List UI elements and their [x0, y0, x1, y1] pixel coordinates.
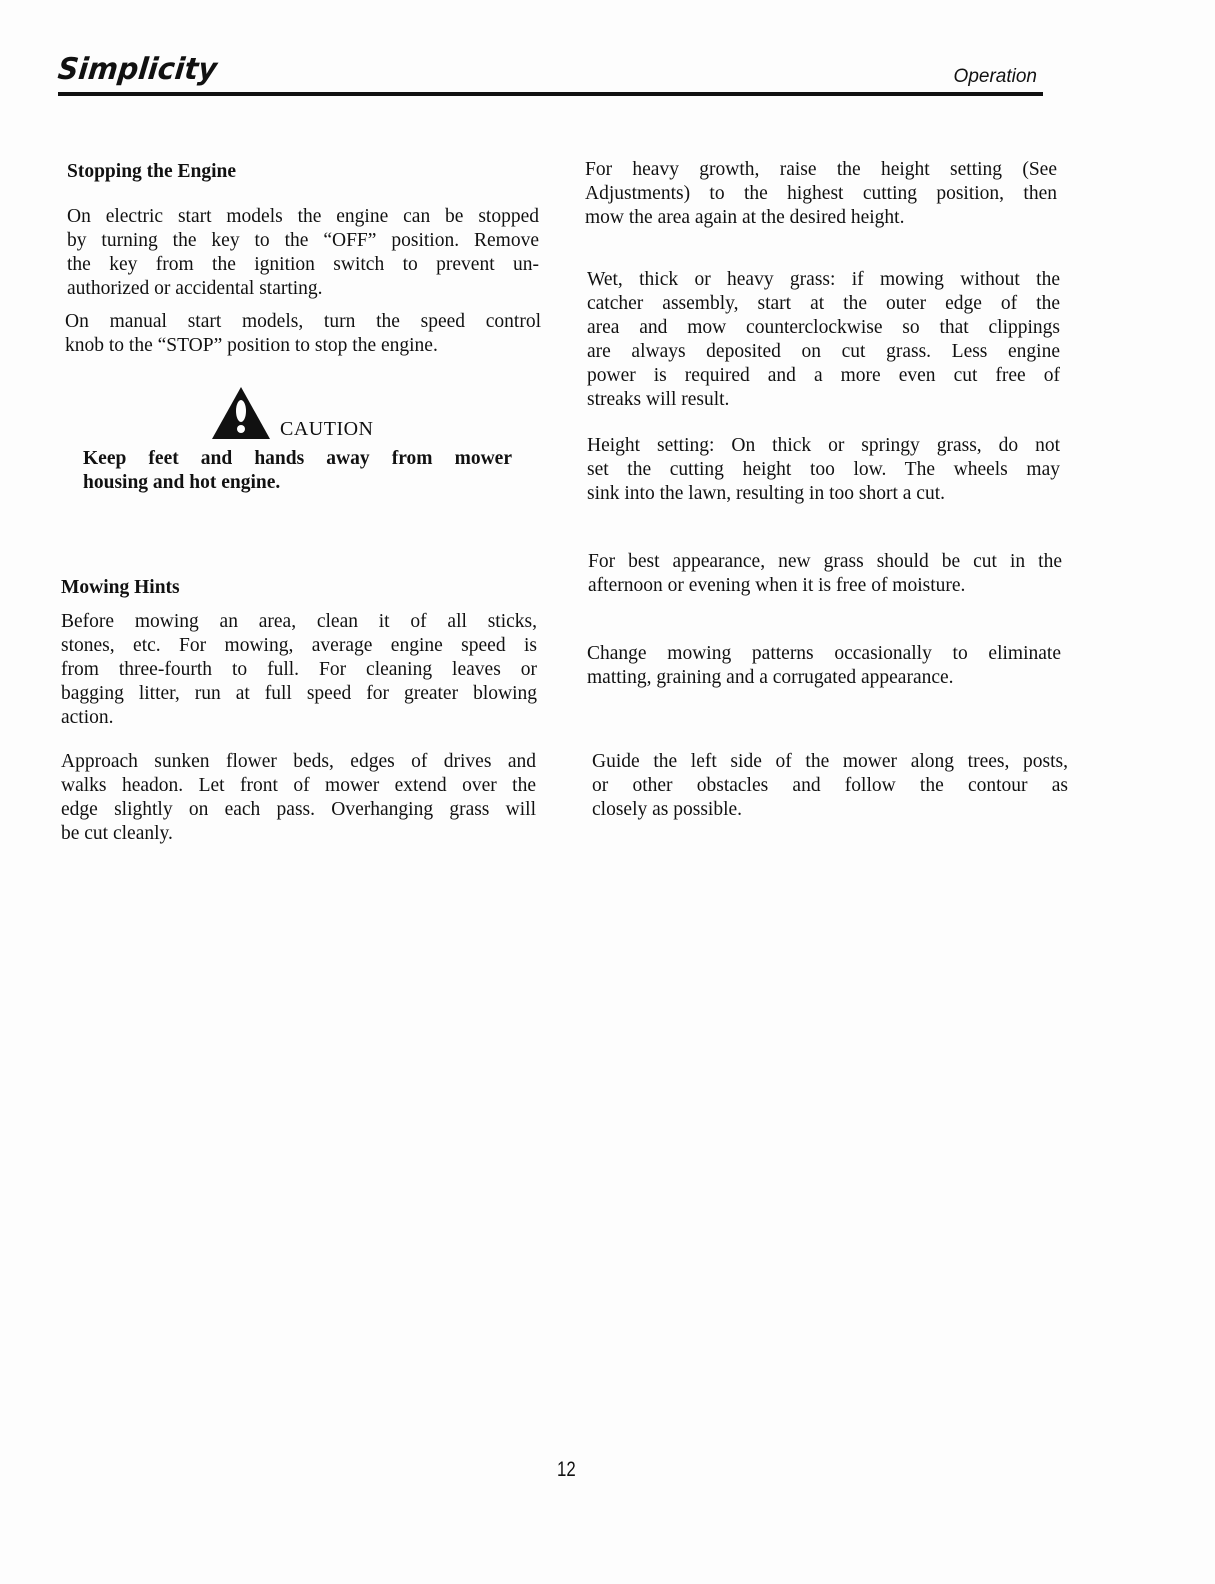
paragraph-wet-grass [587, 268, 1060, 412]
paragraph-approach [61, 750, 536, 846]
text-line: matting, graining and a corrugated appearance. [587, 667, 954, 688]
text-line: mow the area again at the desired height. [585, 207, 905, 228]
text-line: Height setting: On thick or springy grass, do not [587, 435, 1060, 456]
text-line: Guide the left side of the mower along trees, posts, [592, 751, 1068, 772]
caution-body [83, 447, 512, 495]
paragraph-before-mowing [61, 610, 537, 730]
text-line: knob to the “STOP” position to stop the engine. [65, 335, 438, 356]
paragraph-best-appearance [588, 550, 1062, 598]
text-line: streaks will result. [587, 389, 730, 410]
text-line: Change mowing patterns occasionally to eliminate [587, 643, 1061, 664]
text-line: walks headon. Let front of mower extend over the [61, 775, 536, 796]
text-line: On electric start models the engine can be stopped [67, 206, 539, 227]
text-line: power is required and a more even cut free of [587, 365, 1060, 386]
text-line: Keep feet and hands away from mower [83, 448, 512, 469]
text-line: the key from the ignition switch to prevent un- [67, 254, 539, 275]
text-line: closely as possible. [592, 799, 743, 820]
text-line: are always deposited on cut grass. Less engine [587, 341, 1060, 362]
text-line: or other obstacles and follow the contour as [592, 775, 1068, 796]
section-title: Operation [953, 66, 1037, 87]
text-line: area and mow counterclockwise so that clippings [587, 317, 1060, 338]
page-number: 12 [557, 1458, 576, 1481]
paragraph-electric-start [67, 205, 539, 301]
text-line: Wet, thick or heavy grass: if mowing without the [587, 269, 1060, 290]
paragraph-guide-left [592, 750, 1068, 822]
text-line: authorized or accidental starting. [67, 278, 323, 299]
text-line: edge slightly on each pass. Overhanging grass will [61, 799, 536, 820]
text-line: action. [61, 707, 114, 728]
text-line: from three-fourth to full. For cleaning leaves or [61, 659, 537, 680]
text-line: sink into the lawn, resulting in too short a cut. [587, 483, 945, 504]
text-line: set the cutting height too low. The wheels may [587, 459, 1060, 480]
text-line: afternoon or evening when it is free of moisture. [588, 575, 966, 596]
text-line: by turning the key to the “OFF” position. Remove [67, 230, 539, 251]
caution-warning-icon [210, 385, 272, 441]
text-line: housing and hot engine. [83, 472, 281, 493]
paragraph-heavy-growth [585, 158, 1057, 230]
text-line: catcher assembly, start at the outer edge of the [587, 293, 1060, 314]
text-line: be cut cleanly. [61, 823, 173, 844]
heading-stopping-engine: Stopping the Engine [67, 161, 237, 182]
text-line: Adjustments) to the highest cutting position, then [585, 183, 1057, 204]
paragraph-change-patterns [587, 642, 1061, 690]
heading-mowing-hints: Mowing Hints [61, 577, 180, 598]
paragraph-manual-start [65, 310, 541, 358]
brand-logo: Simplicity [56, 52, 219, 87]
header-rule [58, 92, 1043, 96]
text-line: bagging litter, run at full speed for greater blowing [61, 683, 537, 704]
text-line: For best appearance, new grass should be cut in the [588, 551, 1062, 572]
text-line: Before mowing an area, clean it of all sticks, [61, 611, 537, 632]
text-line: For heavy growth, raise the height setting (See [585, 159, 1057, 180]
text-line: stones, etc. For mowing, average engine speed is [61, 635, 537, 656]
paragraph-height-setting [587, 434, 1060, 506]
caution-label: CAUTION [280, 418, 374, 440]
text-line: Approach sunken flower beds, edges of drives and [61, 751, 536, 772]
text-line: On manual start models, turn the speed control [65, 311, 541, 332]
